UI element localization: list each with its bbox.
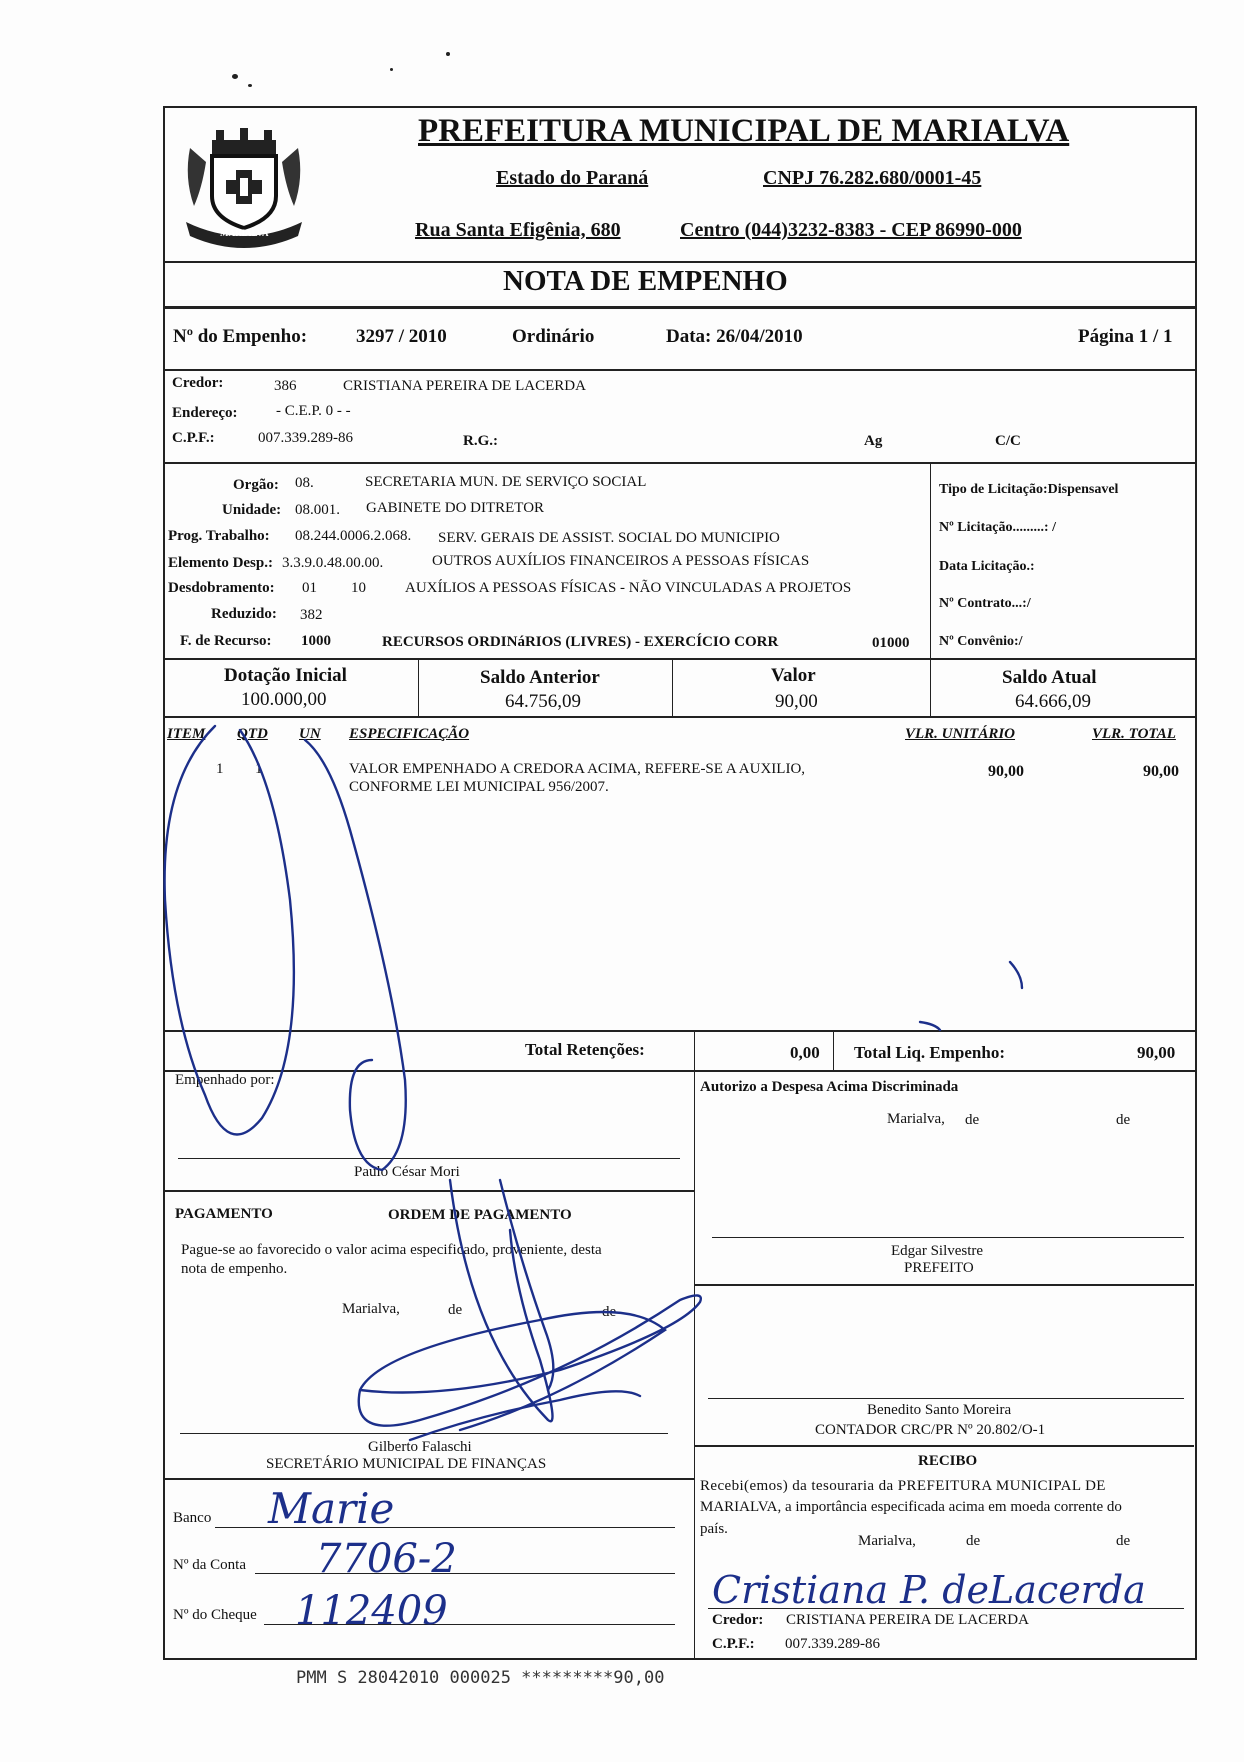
licitacao-contrato: Nº Contrato...:/ — [939, 596, 1031, 611]
empenho-number: 3297 / 2010 — [356, 326, 447, 347]
licitacao-numero: Nº Licitação.........: / — [939, 520, 1056, 535]
retencoes-value: 0,00 — [790, 1043, 820, 1062]
credor-signature: Cristiana P. deLacerda — [712, 1568, 1146, 1612]
col-vlr-unitario: VLR. UNITÁRIO — [905, 726, 1016, 742]
header-title: PREFEITURA MUNICIPAL DE MARIALVA — [418, 113, 1070, 149]
licitacao-convenio: Nº Convênio:/ — [939, 634, 1023, 649]
desdobramento-code2: 10 — [351, 580, 366, 596]
desdobramento-name: AUXÍLIOS A PESSOAS FÍSICAS - NÃO VINCULADAS A PROJETOS — [405, 580, 852, 596]
header-contact: Centro (044)3232-8383 - CEP 86990-000 — [680, 219, 1022, 241]
recibo-cpf-label: C.P.F.: — [712, 1636, 755, 1652]
reduzido-label: Reduzido: — [211, 606, 277, 622]
recurso-label: F. de Recurso: — [180, 633, 272, 649]
empenhado-name: Paulo César Mori — [354, 1164, 460, 1180]
banco-handwritten: Marie — [268, 1484, 395, 1533]
de-label: de — [448, 1302, 463, 1318]
valor-value: 90,00 — [775, 691, 818, 712]
retencoes-label: Total Retenções: — [525, 1040, 645, 1059]
recibo-title: RECIBO — [918, 1453, 978, 1469]
unidade-label: Unidade: — [222, 502, 282, 518]
rg-label: R.G.: — [463, 433, 498, 449]
orgao-name: SECRETARIA MUN. DE SERVIÇO SOCIAL — [365, 474, 647, 490]
row-spec-line2: CONFORME LEI MUNICIPAL 956/2007. — [349, 779, 609, 795]
prefeito-title: PREFEITO — [904, 1260, 974, 1276]
recibo-credor-name: CRISTIANA PEREIRA DE LACERDA — [786, 1612, 1029, 1628]
valor-label: Valor — [771, 665, 816, 686]
cpf-value: 007.339.289-86 — [258, 430, 353, 446]
autorizo-label: Autorizo a Despesa Acima Discriminada — [700, 1079, 959, 1095]
contador-title: CONTADOR CRC/PR Nº 20.802/O-1 — [815, 1422, 1046, 1438]
marialva-label: Marialva, — [342, 1301, 400, 1317]
row-spec-line1: VALOR EMPENHADO A CREDORA ACIMA, REFERE-SE A AUXILIO, — [349, 761, 806, 777]
cheque-handwritten: 112409 — [295, 1588, 448, 1634]
row-qtd: 1 — [255, 761, 263, 777]
ag-label: Ag — [864, 433, 883, 449]
col-un: UN — [299, 726, 321, 742]
contador-name: Benedito Santo Moreira — [867, 1402, 1012, 1418]
pagamento-label: PAGAMENTO — [175, 1206, 273, 1222]
credor-name: CRISTIANA PEREIRA DE LACERDA — [343, 378, 586, 394]
recibo-cpf-value: 007.339.289-86 — [785, 1636, 880, 1652]
doc-title: NOTA DE EMPENHO — [503, 265, 788, 297]
prog-name: SERV. GERAIS DE ASSIST. SOCIAL DO MUNICIPIO — [438, 530, 780, 546]
pague-text-line2: nota de empenho. — [181, 1261, 288, 1277]
prog-label: Prog. Trabalho: — [168, 528, 270, 544]
cheque-label: Nº do Cheque — [173, 1607, 257, 1623]
marialva-label: Marialva, — [858, 1533, 916, 1549]
empenhado-label: Empenhado por: — [175, 1072, 275, 1088]
conta-label: Nº da Conta — [173, 1557, 246, 1573]
credor-code: 386 — [274, 378, 297, 394]
recibo-text-line2: MARIALVA, a importância especificada acima em moeda corrente do — [700, 1499, 1122, 1515]
de-label: de — [966, 1533, 981, 1549]
liq-label: Total Liq. Empenho: — [854, 1043, 1005, 1062]
prog-code: 08.244.0006.2.068. — [295, 528, 412, 544]
secretario-name: Gilberto Falaschi — [368, 1439, 472, 1455]
col-qtd: QTD — [237, 726, 268, 742]
empenho-label: Nº do Empenho: — [173, 326, 308, 347]
endereco-value: - C.E.P. 0 - - — [276, 403, 351, 419]
recibo-text-line3: país. — [700, 1521, 728, 1537]
unidade-code: 08.001. — [295, 502, 340, 518]
pague-text-line1: Pague-se ao favorecido o valor acima especificado, proveniente, desta — [181, 1242, 602, 1258]
header-cnpj: CNPJ 76.282.680/0001-45 — [763, 167, 982, 189]
recurso-name: RECURSOS ORDINáRIOS (LIVRES) - EXERCÍCIO CORR — [382, 634, 779, 650]
secretario-title: SECRETÁRIO MUNICIPAL DE FINANÇAS — [266, 1456, 547, 1472]
elemento-label: Elemento Desp.: — [168, 555, 273, 571]
banco-label: Banco — [173, 1510, 212, 1526]
desdobramento-label: Desdobramento: — [168, 580, 275, 596]
row-unit-value: 90,00 — [988, 763, 1024, 780]
crest-text: MARIALVA — [220, 228, 269, 238]
credor-label: Credor: — [172, 375, 224, 391]
col-vlr-total: VLR. TOTAL — [1092, 726, 1176, 742]
licitacao-tipo: Tipo de Licitação:Dispensavel — [939, 482, 1119, 497]
de-label: de — [1116, 1533, 1131, 1549]
atual-value: 64.666,09 — [1015, 691, 1091, 712]
anterior-label: Saldo Anterior — [480, 667, 600, 688]
recibo-credor-label: Credor: — [712, 1612, 764, 1628]
col-especificacao: ESPECIFICAÇÃO — [349, 726, 470, 742]
col-item: ITEM — [167, 726, 206, 742]
ordem-label: ORDEM DE PAGAMENTO — [388, 1207, 572, 1223]
empenho-date: Data: 26/04/2010 — [666, 326, 803, 347]
conta-handwritten: 7706-2 — [316, 1536, 457, 1582]
orgao-label: Orgão: — [233, 477, 279, 493]
cpf-label: C.P.F.: — [172, 430, 215, 446]
row-item: 1 — [216, 761, 224, 777]
recurso-code: 1000 — [301, 633, 331, 649]
de-label: de — [965, 1112, 980, 1128]
header-state: Estado do Paraná — [496, 167, 649, 189]
cc-label: C/C — [995, 433, 1021, 449]
elemento-name: OUTROS AUXÍLIOS FINANCEIROS A PESSOAS FÍSICAS — [432, 553, 810, 569]
empenho-kind: Ordinário — [512, 326, 595, 347]
de-label: de — [1116, 1112, 1131, 1128]
unidade-name: GABINETE DO DITRETOR — [366, 500, 545, 516]
header-address: Rua Santa Efigênia, 680 — [415, 219, 621, 241]
anterior-value: 64.756,09 — [505, 691, 581, 712]
de-label: de — [602, 1304, 617, 1320]
reduzido-value: 382 — [300, 607, 323, 623]
marialva-label: Marialva, — [887, 1111, 945, 1127]
prefeito-name: Edgar Silvestre — [891, 1243, 984, 1259]
recibo-text-line1: Recebi(emos) da tesouraria da PREFEITURA MUNICIPAL DE — [700, 1478, 1106, 1494]
page-number: Página 1 / 1 — [1078, 326, 1173, 347]
desdobramento-code1: 01 — [302, 580, 317, 596]
licitacao-data: Data Licitação.: — [939, 559, 1035, 574]
recurso-code2: 01000 — [872, 635, 910, 651]
endereco-label: Endereço: — [172, 405, 238, 421]
liq-value: 90,00 — [1137, 1043, 1176, 1062]
elemento-code: 3.3.9.0.48.00.00. — [282, 555, 384, 571]
dotacao-value: 100.000,00 — [241, 689, 327, 710]
atual-label: Saldo Atual — [1002, 667, 1097, 688]
row-total-value: 90,00 — [1143, 763, 1179, 780]
machine-stamp: PMM S 28042010 000025 *********90,00 — [296, 1668, 665, 1688]
orgao-code: 08. — [295, 475, 314, 491]
dotacao-label: Dotação Inicial — [224, 665, 347, 686]
